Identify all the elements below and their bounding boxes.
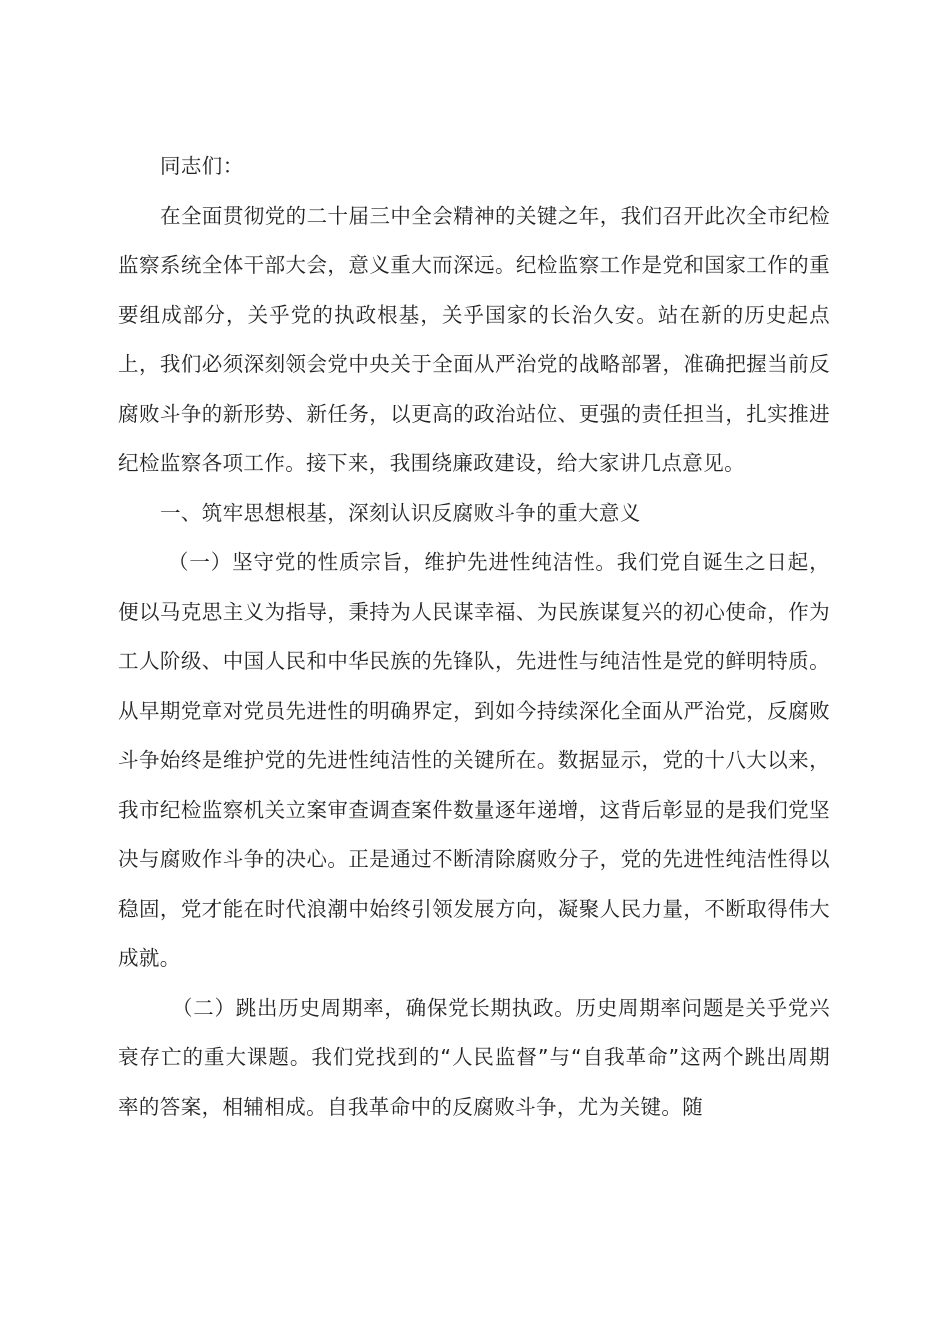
- intro-paragraph: 在全面贯彻党的二十届三中全会精神的关键之年，我们召开此次全市纪检监察系统全体干部大会，意义重大而深远。纪检监察工作是党和国家工作的重要组成部分，关乎党的执政根基，关乎国家的长治久安。站在新的历史起点上，我们必须深刻领会党中央关于全面从严治党的战略部署，准确把握当前反腐败斗争的新形势、新任务，以更高的政治站位、更强的责任担当，扎实推进纪检监察各项工作。接下来，我围绕廉政建设，给大家讲几点意见。: [118, 203, 830, 475]
- document-body: [118, 142, 830, 1132]
- section-heading: 一、筑牢思想根基，深刻认识反腐败斗争的重大意义: [160, 500, 641, 525]
- subsection-paragraph-2: （二）跳出历史周期率，确保党长期执政。历史周期率问题是关乎党兴衰存亡的重大课题。我们党找到的“人民监督”与“自我革命”这两个跳出周期率的答案，相辅相成。自我革命中的反腐败斗争，尤为关键。随: [118, 995, 830, 1119]
- subsection-paragraph-1: （一）坚守党的性质宗旨，维护先进性纯洁性。我们党自诞生之日起，便以马克思主义为指导，秉持为人民谋幸福、为民族谋复兴的初心使命，作为工人阶级、中国人民和中华民族的先锋队，先进性与纯洁性是党的鲜明特质。从早期党章对党员先进性的明确界定，到如今持续深化全面从严治党，反腐败斗争始终是维护党的先进性纯洁性的关键所在。数据显示，党的十八大以来，我市纪检监察机关立案审查调查案件数量逐年递增，这背后彰显的是我们党坚决与腐败作斗争的决心。正是通过不断清除腐败分子，党的先进性纯洁性得以稳固，党才能在时代浪潮中始终引领发展方向，凝聚人民力量，不断取得伟大成就。: [118, 550, 830, 970]
- salutation: 同志们：: [160, 154, 244, 178]
